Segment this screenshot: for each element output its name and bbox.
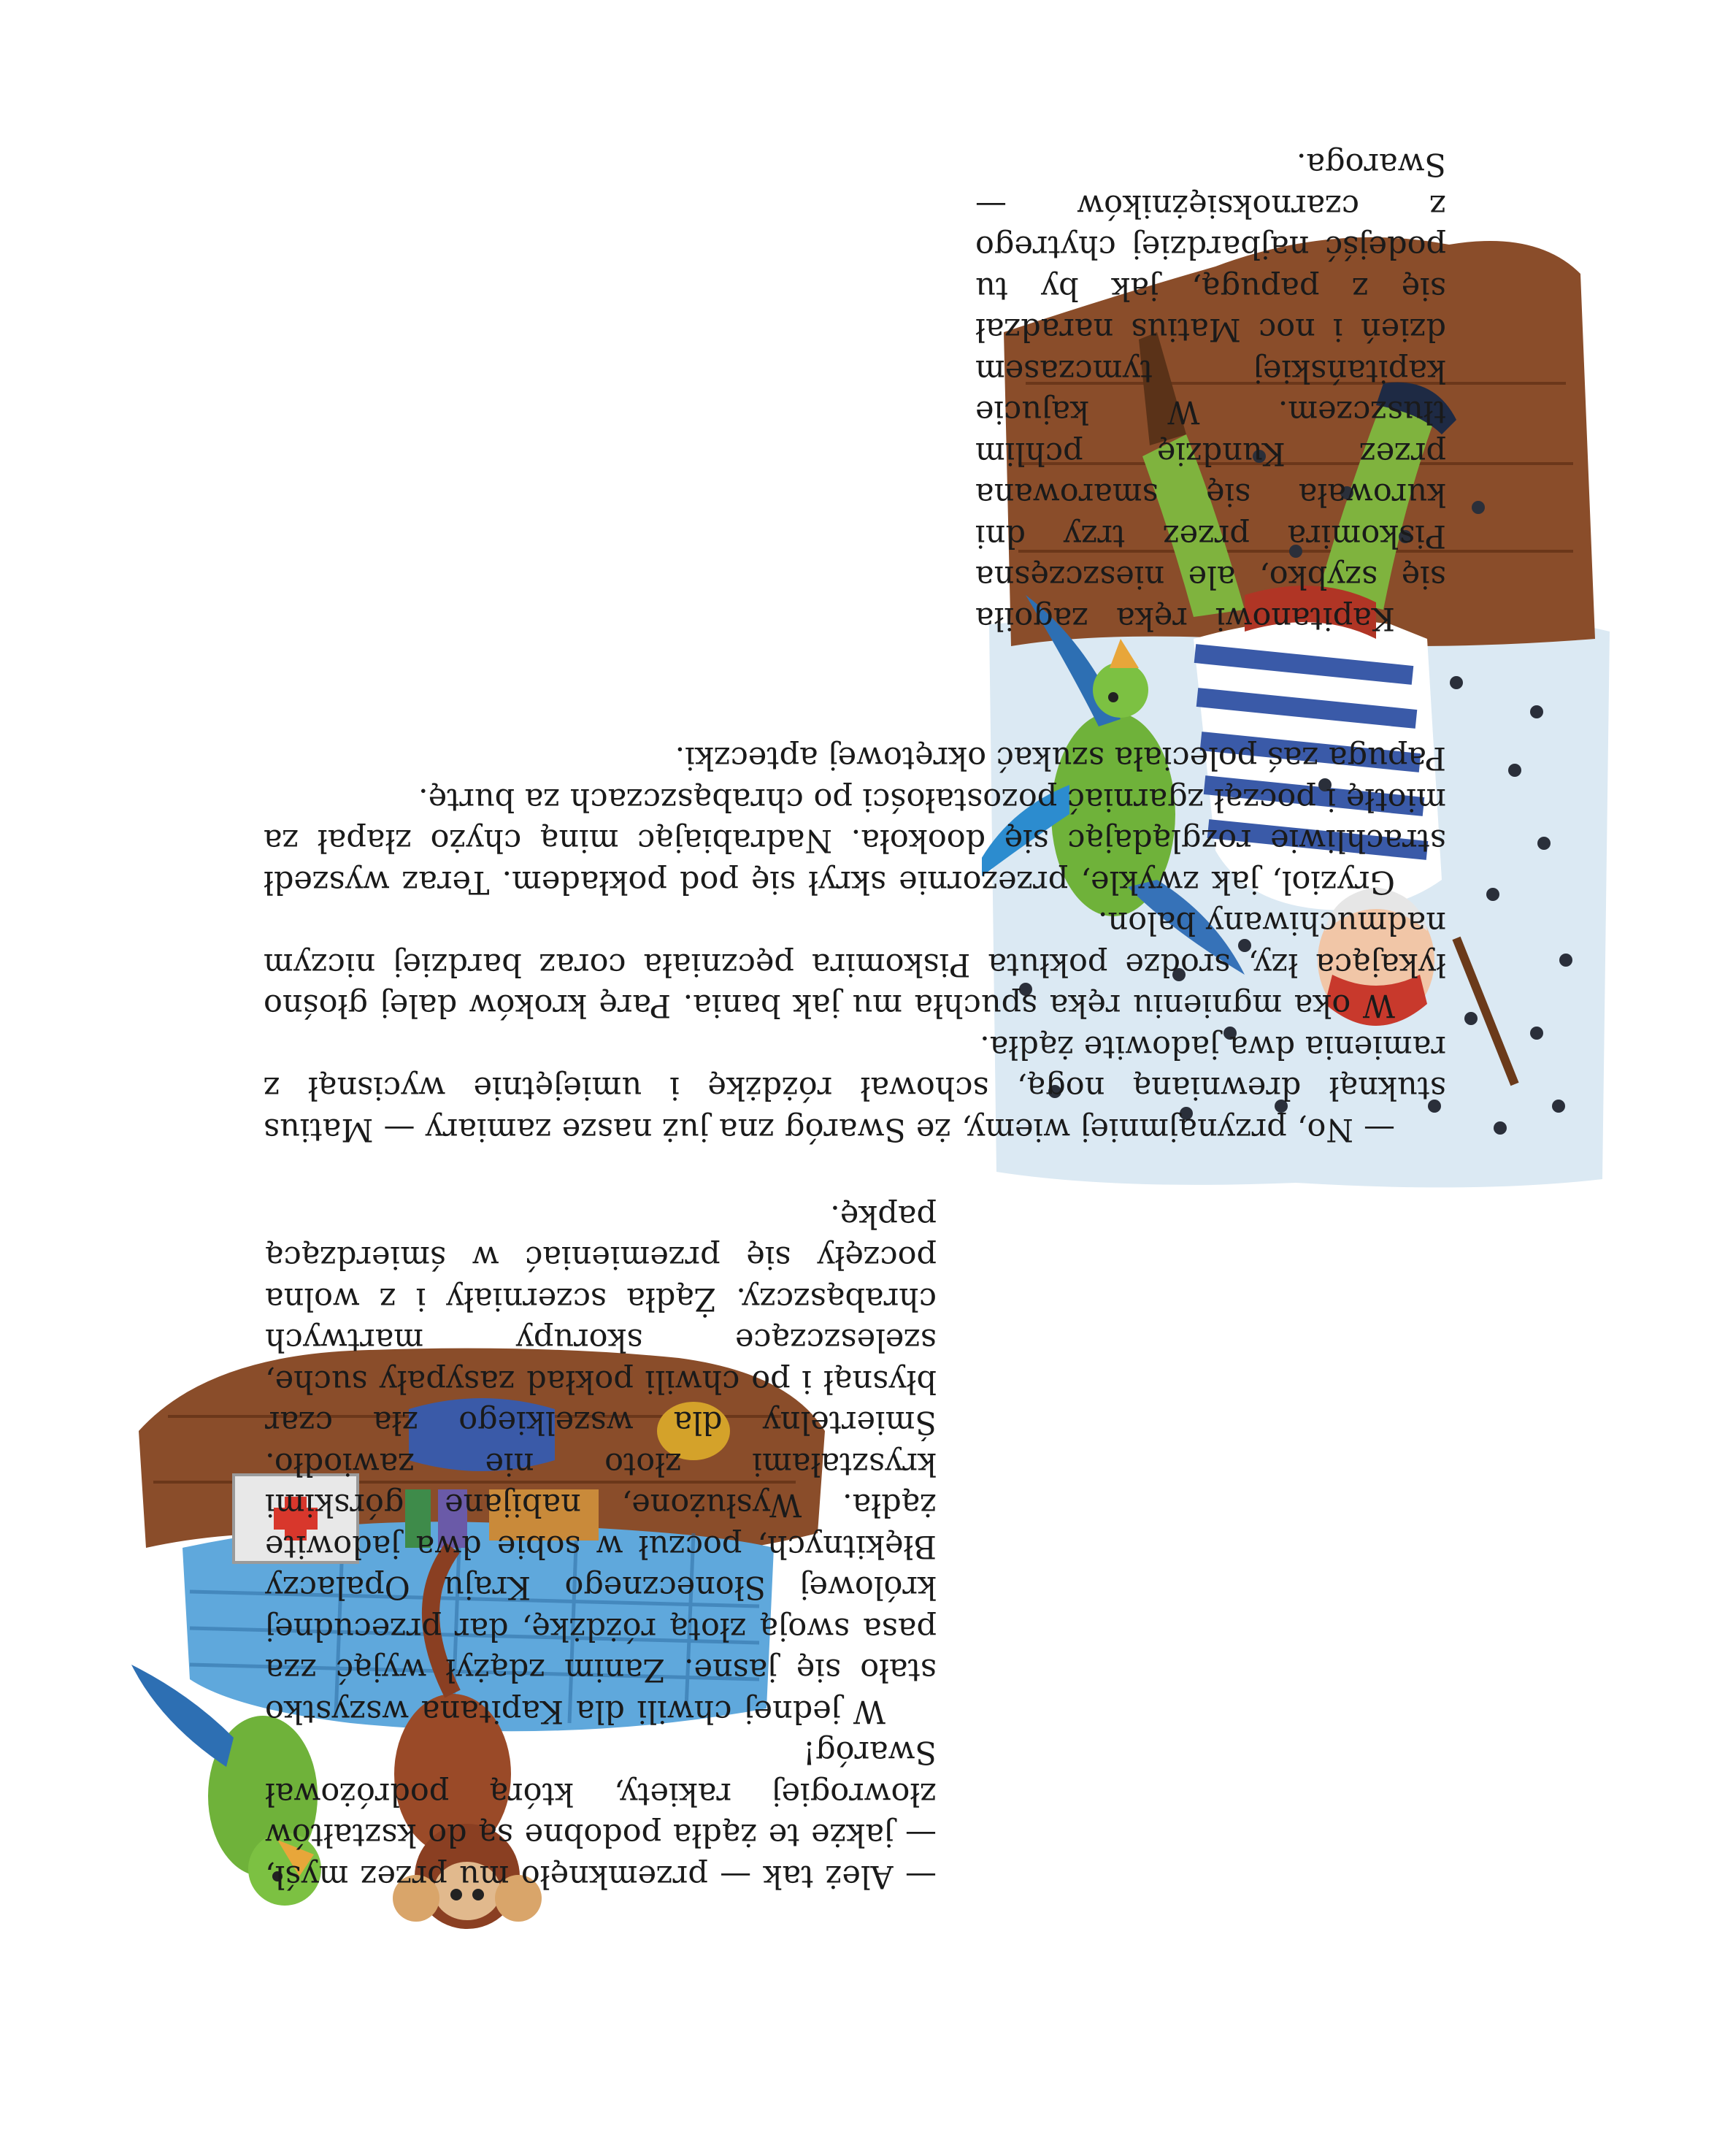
text-column-bottom <box>975 144 1446 639</box>
paragraph: — No, przynajmniej wiemy, że Swaróg zna już nasze zamiary — Matius stuknął drewnianą nogą, schował różdżkę i umiejętnie wycisnął z ramienia dwa jadowite żądła. <box>264 1029 1446 1148</box>
text-column-top <box>265 1196 937 1898</box>
paragraph: Kapitanowi ręka zagoiła się szybko, ale nieszczęsna Piskomira przez trzy dni kurowała się smarowana przez Kundzię pchlim tłuszczem. W kajucie kapitańskiej tymczasem dzień i noc Matius naradzał się z papugą, jak by tu podejść najbardziej chytrego z czarnoksiężników — Swaroga. <box>975 146 1446 637</box>
paragraph: W oka mgnieniu ręka spuchła mu jak bania. Parę kroków dalej głośno łykająca łzy, srodze pokłuta Piskomira pęczniała coraz bardziej niczym nadmuchiwany balon. <box>264 905 1446 1024</box>
paragraph: Papuga zaś poleciała szukać okrętowej apteczki. <box>675 740 1446 777</box>
paragraph: — Ależ tak — przemknęło mu przez myśl, — jakże te żądła podobne są do kształtów złowrogiej rakiety, którą podróżował Swaróg! <box>265 1734 937 1895</box>
text-column-middle <box>264 737 1446 1150</box>
paragraph: W jednej chwili dla Kapitana wszystko stało się jasne. Zanim zdążył wyjąć zza pasa swoją złotą różdżkę, dar przecudnej królowej Słonecznego Kraju Opalaczy Błękitnych, poczuł w sobie dwa jadowite żądła. Wysłużone, nabijane górskimi kryształami złoto nie zawiodło. Śmiertelny dla wszelkiego zła czar błysnął i po chwili pokład zasypały suche, szeleszczące skorupy martwych chrabąszczy. Żądła sczerniały i z wolna poczęły się przemieniać w śmierdzącą papkę. <box>265 1198 937 1730</box>
paragraph: Gryziol, jak zwykle, przezornie skrył się pod pokładem. Teraz wyszedł strachliwie rozglądając się dookoła. Nadrabiając miną chyżo złapał za miotłę i począł zgarniać pozostałości po chrabąszczach za burtę. <box>264 781 1446 900</box>
